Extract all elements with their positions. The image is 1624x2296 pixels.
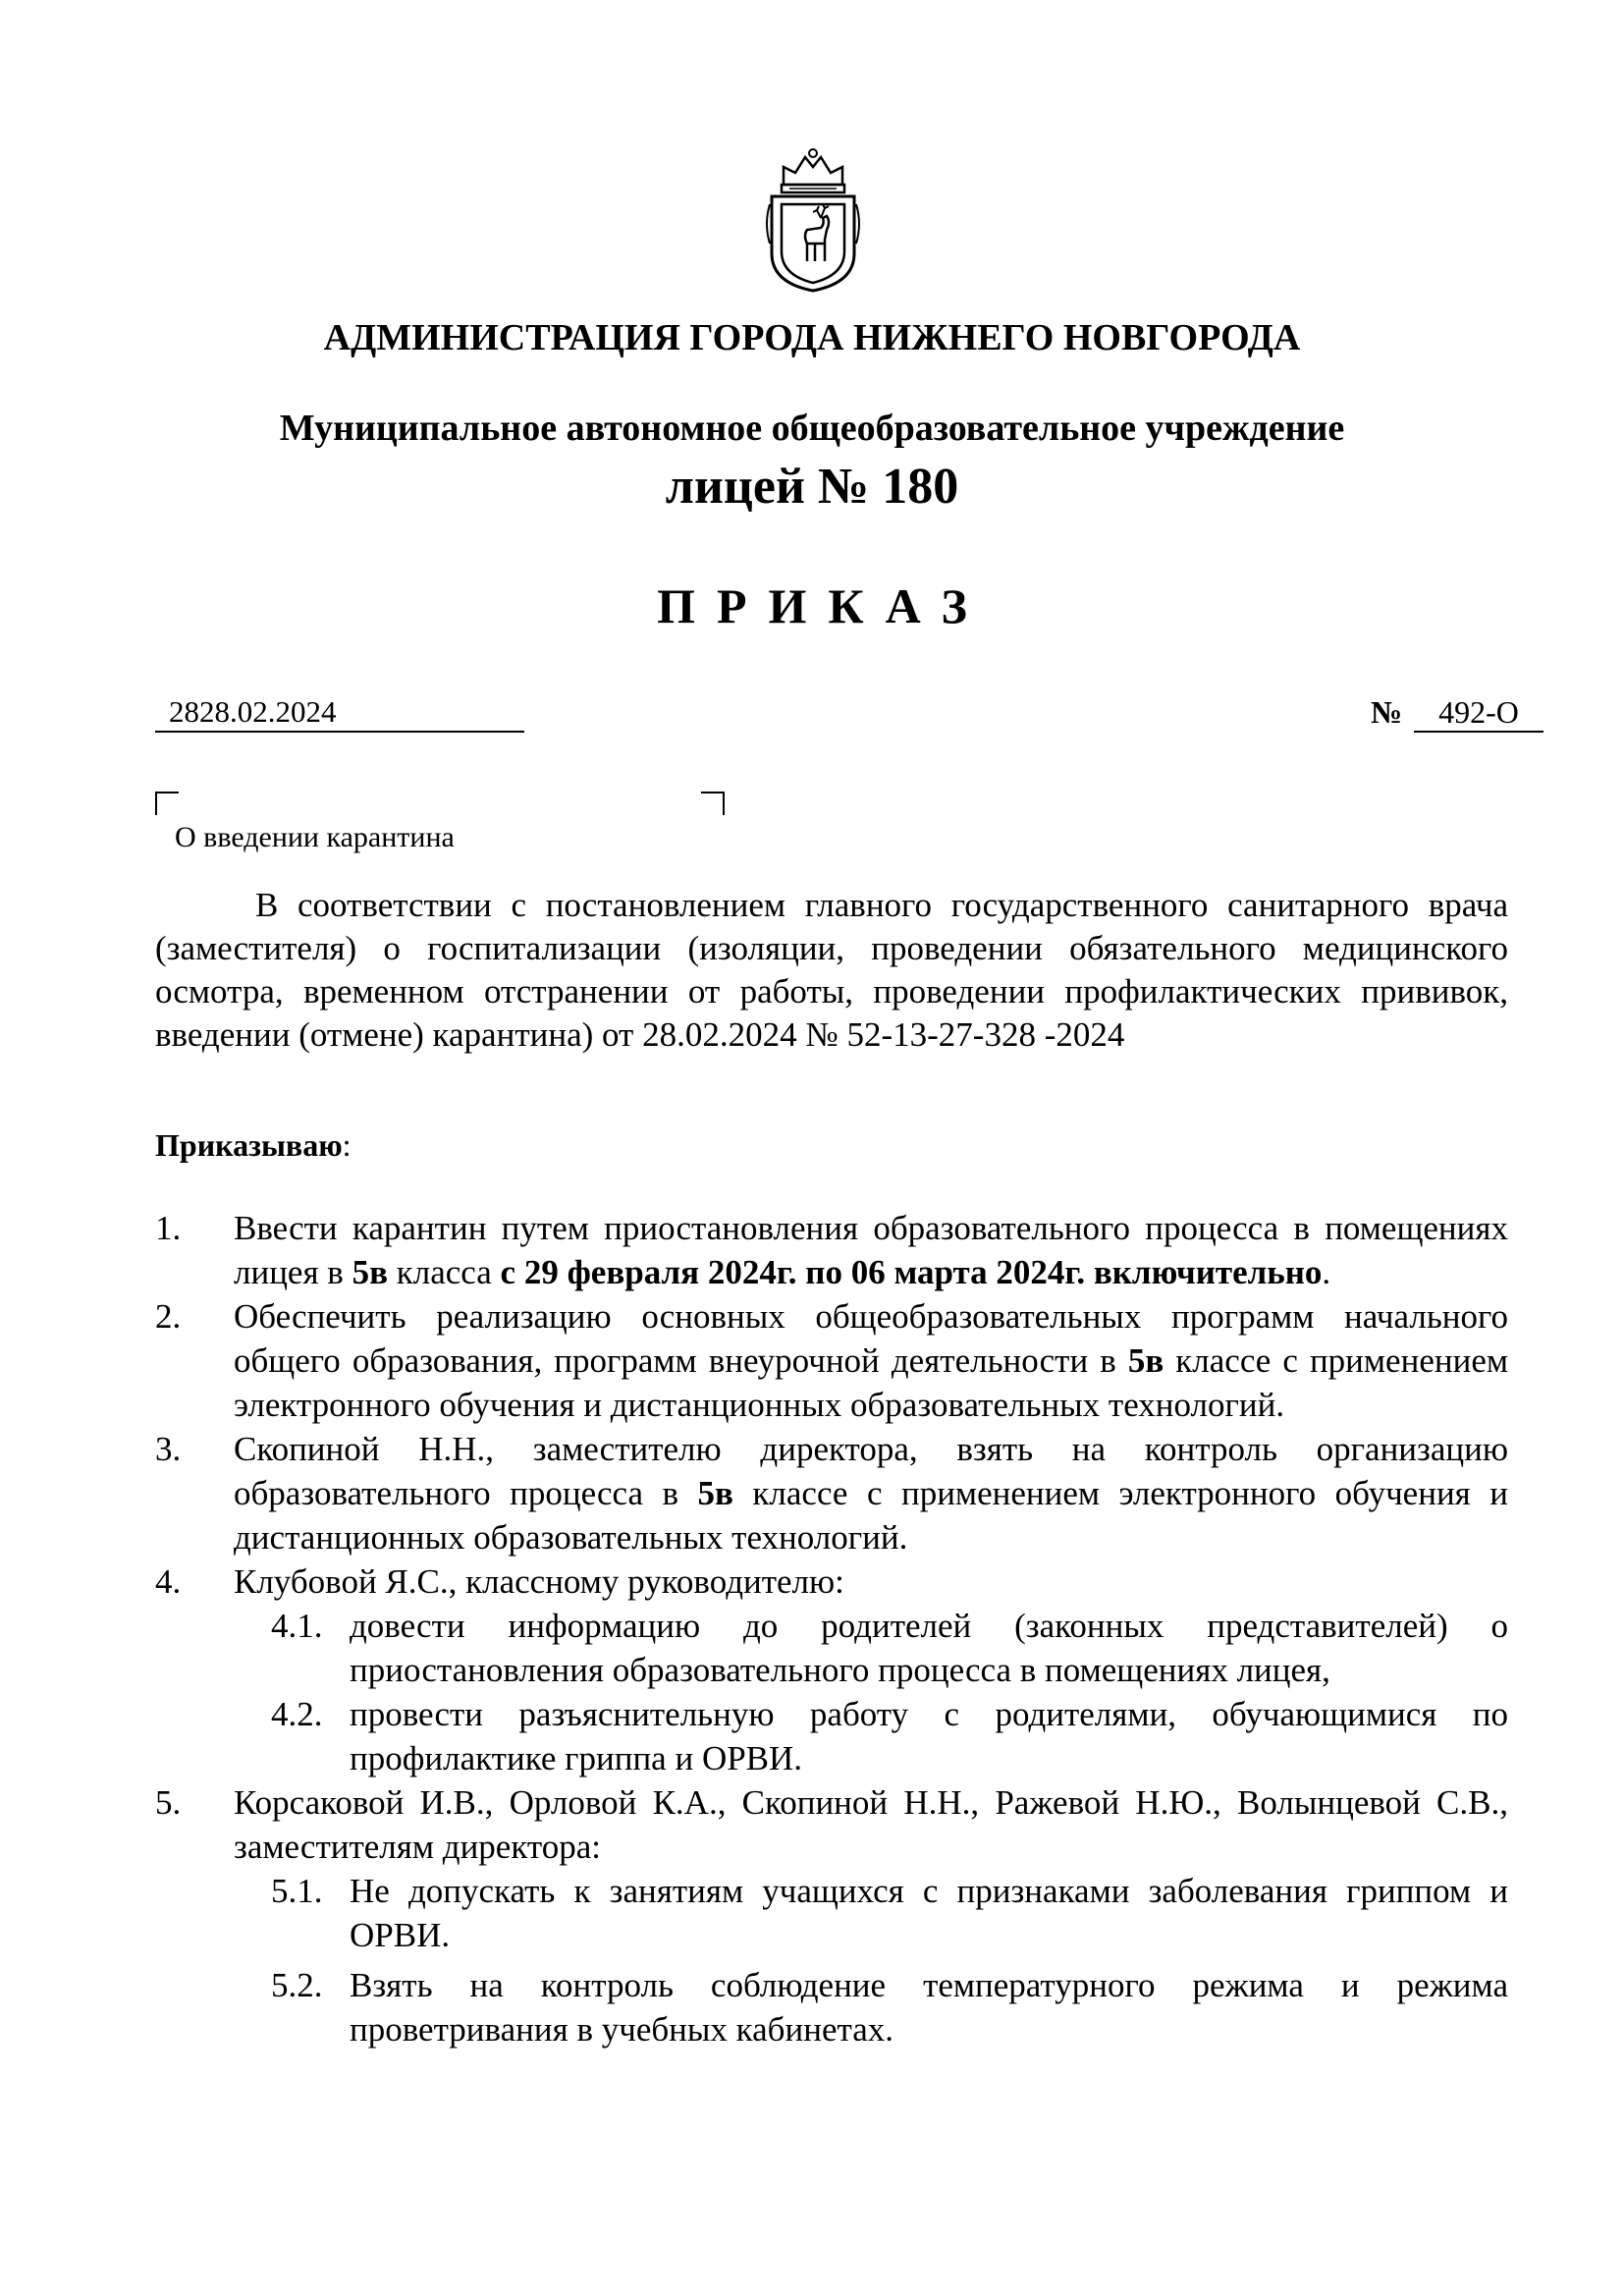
- sub-item-number: 4.1.: [271, 1607, 323, 1645]
- item-text: Клубовой Я.С., классному руководителю:: [234, 1562, 844, 1601]
- item-text: Ввести карантин путем приостановления образовательного процесса в помещениях лицея в: [234, 1209, 1508, 1291]
- organization-name: Муниципальное автономное общеобразовательное учреждение: [279, 408, 1345, 449]
- order-items-list: [155, 1206, 1508, 2051]
- quarantine-period: с 29 февраля 2024г. по 06 марта 2024г. включительно: [500, 1253, 1323, 1291]
- sub-item-number: 4.2.: [271, 1695, 323, 1733]
- sub-item-text: Не допускать к занятиям учащихся с признаками заболевания гриппом и ОРВИ.: [350, 1872, 1508, 1954]
- item-text: классе с применением электронного обучения и дистанционных образовательных технологий.: [234, 1474, 1508, 1557]
- class-name: 5в: [1127, 1341, 1164, 1380]
- subject-corner-right: [701, 792, 725, 815]
- document-type-title: ПРИКАЗ: [657, 578, 989, 633]
- command-line: [155, 1125, 352, 1165]
- list-item: [155, 1427, 1508, 1559]
- list-item: [155, 1780, 1508, 1869]
- date-value: 2828.02.2024: [169, 694, 337, 729]
- class-name: 5в: [352, 1253, 388, 1291]
- administration-title: АДМИНИСТРАЦИЯ ГОРОДА НИЖНЕГО НОВГОРОДА: [323, 317, 1301, 358]
- sub-item-number: 5.1.: [271, 1872, 323, 1910]
- sub-list-item: [155, 1692, 1508, 1780]
- sub-item-text: Взять на контроль соблюдение температурного режима и режима проветривания в учебных кабинетах.: [350, 1966, 1508, 2049]
- command-word: Приказываю: [155, 1127, 343, 1163]
- date-field: [155, 693, 524, 733]
- item-number: 4.: [155, 1562, 182, 1601]
- sub-item-number: 5.2.: [271, 1966, 323, 2004]
- item-text: Корсаковой И.В., Орловой К.А., Скопиной Н.Н., Ражевой Н.Ю., Волынцевой С.В., заместителям директора:: [234, 1783, 1508, 1866]
- command-colon: :: [342, 1127, 352, 1163]
- list-item: [155, 1559, 1508, 1604]
- list-item: [155, 1206, 1508, 1294]
- item-text: Обеспечить реализацию основных общеобразовательных программ начального общего образования, программ внеурочной деятельности в: [234, 1297, 1508, 1380]
- item-number: 3.: [155, 1430, 182, 1468]
- preamble-paragraph: В соответствии с постановлением главного государственного санитарного врача (заместителя) о госпитализации (изоляции, проведении обязательного медицинского осмотра, временном отстранении от работы, проведении профилактических прививок, введении (отмене) карантина) от 28.02.2024 № 52-13-27-328 -2024: [155, 886, 1508, 1054]
- item-text: Скопиной Н.Н., заместителю директора, взять на контроль организацию образовательного процесса в: [234, 1430, 1508, 1512]
- item-number: 1.: [155, 1209, 182, 1247]
- sub-list-item: [155, 1869, 1508, 1957]
- number-field: [1371, 693, 1549, 733]
- class-name: 5в: [697, 1474, 733, 1512]
- list-item: [155, 1294, 1508, 1427]
- item-number: 5.: [155, 1783, 182, 1822]
- item-text: .: [1322, 1253, 1331, 1291]
- sub-item-text: довести информацию до родителей (законных представителей) о приостановления образовательного процесса в помещениях лицея,: [350, 1607, 1508, 1689]
- item-text: классе с применением электронного обучения и дистанционных образовательных технологий.: [234, 1341, 1509, 1424]
- subject-line: О введении карантина: [175, 821, 455, 853]
- number-sign: №: [1371, 694, 1403, 730]
- coat-of-arms-icon: [764, 145, 862, 293]
- sub-list-item: [155, 1963, 1508, 2051]
- number-value: 492-О: [1414, 693, 1543, 733]
- lyceum-name: лицей № 180: [665, 459, 959, 515]
- sub-item-text: провести разъяснительную работу с родителями, обучающимися по профилактике гриппа и ОРВИ.: [350, 1695, 1508, 1777]
- sub-list-item: [155, 1604, 1508, 1692]
- item-number: 2.: [155, 1297, 182, 1336]
- item-text: класса: [388, 1253, 501, 1291]
- subject-corner-left: [155, 792, 179, 815]
